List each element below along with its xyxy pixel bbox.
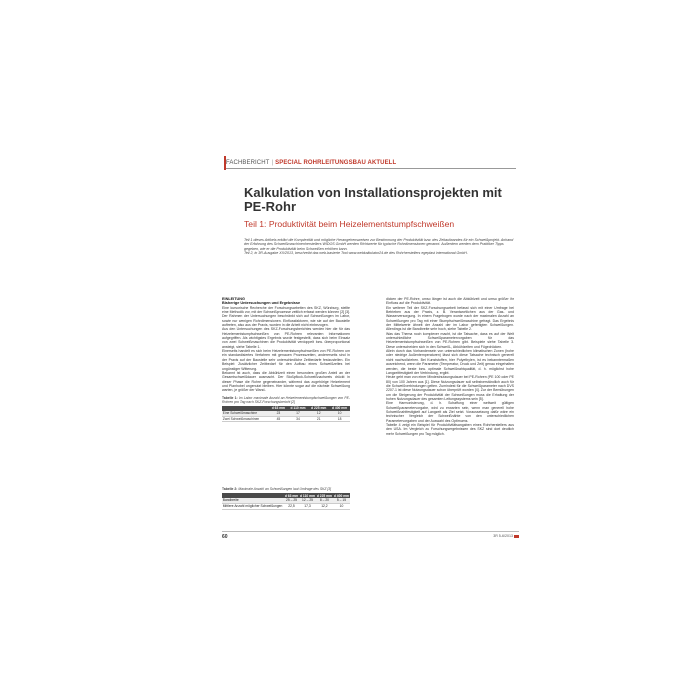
body-paragraph: Ein weiterer Teil der SKZ-Forschungsarbeit befasst sich mit einer Umfrage bei Betrieben aus der Praxis, z. B. Verantwortlichen aus der Gas- und Wasserversorgung. In einem Fragebogen wurde nach der maximalen Anzahl an Schweißungen pro Tag mit einer Stumpfschweißmaschine gefragt. Das Ergebnis der Mittelwerte ähnelt der Anzahl der im Labor gefertigten Schweißungen. Allerdings ist die Bandbreite sehr hoch, siehe Tabelle 2. [386, 305, 514, 332]
table-column-header: d 63 mm [284, 493, 299, 498]
table1-caption: Tabelle 1: Im Labor maximale Anzahl an Heizelementstumpfschweißungen von PE-Rohren pro Tag nach SKZ-Forschungsbericht [2] [222, 395, 350, 404]
body-paragraph: Bekannt ist auch, dass die Abkühlzeit einen besonders großen Anteil an der Gesamtschweißdauer ausmacht. Der Stoßpflock-Schweißnachweis drückt in dieser Phase die Rohre gegeneinander, während das zugehörige Heizelement und Planhobel ungenutzt bleiben. Hier könnte sogar auf die nächste Schweißung warten, je größer der Wand- [222, 370, 350, 393]
section-title: SPECIAL ROHRLEITUNGSBAU AKTUELL [275, 160, 397, 166]
table-column-header: d 400 mm [333, 493, 350, 498]
section-heading: EINLEITUNG [222, 297, 245, 301]
table-row: Eine Schweißmaschine 23 17 12 10 [222, 411, 350, 416]
header-rule [226, 168, 516, 169]
table-column-header: d 400 mm [329, 406, 350, 411]
footer-rule [222, 531, 519, 532]
left-column [222, 297, 350, 422]
body-paragraph: Eine Harmonisierung, d. h. Schaffung einer weltweit gültigen Schweißparametervorgabe, wird zu erwarten sein, wenn man generell hohe Schweißnahtfestigkeit auf Langzeit als Ziel setzt. Voraussetzung dafür wäre ein technischer Vergleich der Schweißnähte von den unterschiedlichen Parametervorgaben und der Auswahl des Optimums. [386, 401, 514, 423]
section-subheading: Bisherige Untersuchungen und Ergebnisse [222, 301, 301, 306]
section-header: FACHBERICHT | SPECIAL ROHRLEITUNGSBAU AKTUELL [226, 160, 397, 166]
table-column-header: d 110 mm [288, 406, 309, 411]
intro-paragraph: Teil 1 dieses Artikels erklärt die Komplexität und mögliche Herangehensweisen zur Bestimmung der Produktivität bzw. des Zeitaufwandes für ein Schweißprojekt. Anhand der Erfahrung des Schweißmaschinenherstellers WIDOS GmbH werden Richtwerte für typische Rohrdimensionen genannt. Außerdem werden dem Praktiker Tipps gegeben, wie er die Produktivität beim Schweißen erhöhen kann. [244, 238, 514, 251]
table-column-header: d 225 mm [316, 493, 333, 498]
body-paragraph: Tabelle 4 zeigt ein Beispiel für Produktivitätsangaben eines Rohrherstellers aus den USA. Im Vergleich zu Forschungsergebnissen des SKZ sind dort deutlich mehr Schweißungen pro Tag möglich. [386, 422, 514, 436]
table-column-header: d 63 mm [269, 406, 288, 411]
table-row: Zwei Schweißmaschinen 45 34 21 18 [222, 416, 350, 422]
body-paragraph: dicken der PE-Rohre, umso länger ist auch die Abkühlzeit und umso größer ihr Einfluss auf die Produktivität. [386, 297, 514, 306]
article-page [208, 150, 533, 550]
article-title: Kalkulation von Installationsprojekten mit PE-Rohr [244, 185, 502, 214]
table-column-header: d 225 mm [308, 406, 329, 411]
article-intro [244, 238, 516, 256]
body-paragraph: Eine kursorische Recherche der Forschungsarbeiten des SKZ, Würzburg, stellte eine Methodik vor, mit der Schweißprozesse zeitlich erfasst werden können [2] [3]. Der Rahmen der Untersuchungen beschränkt sich auf Schweißungen im Labor, sowie nur wenigen Rohrdimensionen. Einflussfaktoren, wie sie auf der Baustelle auftreten, also aus der Praxis, wurden in die Arbeit nicht einbezogen. [222, 305, 350, 328]
brand-logo-icon [514, 535, 519, 538]
body-paragraph: Einerseits handelt es sich beim Heizelementstumpfschweißen von PE-Rohren um ein standardisiertes Verfahren mit genauen Prozesszeiten, andererseits sind in der Praxis auf der Baustelle sehr unterschiedliche Zeitbedarfe festzustellen. Ein Beispiel: Zusätzlicher Zeitbedarf für den Aufbau eines Schweißzeltes bei ungünstiger Witterung. [222, 349, 350, 371]
page-number: 60 [222, 534, 228, 540]
intro-paragraph: Teil 2, in 3R-Ausgabe XX/2013, beschreibt das web-basierte Tool www.webkalkulator24.de des Rohrherstellers egeplast international GmbH. [244, 251, 468, 256]
body-paragraph: Allein durch das Vorhandensein von unterschiedlichen klimatischen Zonen (hohe oder niedrige Außentemperaturen) lässt sich diese Tatsache technisch generell nicht nachvollziehen. Bei Kunststoffen, hier Polyethylen, ist es bekanntermaßen ausreichend, wenn die Parameter (Temperatur, Druck und Zeit) genau eingehalten werden, die beste bzw. optimale Schweißnahtqualität, d. h. möglichst hohe Langzeitfestigkeit der Verbindung, ergibt. [386, 349, 514, 375]
table-row: Bandbreite 25 – 25 12 – 25 8 – 20 5 – 15 [222, 498, 350, 503]
table2-block [222, 484, 350, 510]
table-column-header: d 110 mm [299, 493, 316, 498]
table1 [222, 406, 350, 422]
table-row: Mittlere Anzahl möglicher Schweißungen 22,5 17,3 12,2 10 [222, 503, 350, 509]
table2 [222, 493, 350, 509]
body-paragraph: Heute geht man von einer Mindestnutzungsdauer bei PE-Rohren (PE 100 oder PE 80) von 100 Jahren aus [1]. Diese Nutzungsdauer soll selbstverständlich auch für die Schweißverbindungen gelten. Zumindest für die Schweißparameter nach DVS 2207-1 ist diese Nutzungsdauer schon überprüft worden [4]. Zur der Bemühungen um die Steigerung der Produktivität der Schweißungen muss die Erhaltung der hohen Nutzungsdauer des gesamten Leitungssystems sein [5]. [386, 375, 514, 401]
issue-info: 3R 5-6/2013 [493, 534, 519, 538]
body-paragraph: Was das Thema noch komplexer macht, ist die Tatsache, dass es auf der Welt unterschiedliche Schweißparametervorgaben für das Heizelementstumpfschweißen von PE-Rohren gibt. Beispiele siehe Tabelle 3. Diese unterscheiden sich in den Schweiß-, Abkühlzeiten und Fügedrücken. [386, 331, 514, 349]
body-paragraph: Aus den Untersuchungen des SKZ-Forschungsberichtes werden hier die für das Heizelementstumpfschweißen von PE-Rohren relevanten Informationen aufgegriffen. Als wichtigstes Ergebnis wurde festgestellt, dass sich beim Einsatz von zwei Schweißmaschinen die Produktivität verdoppelt bzw. überproportional ansteigt, siehe Tabelle 1. [222, 327, 350, 349]
section-kicker: FACHBERICHT [226, 160, 270, 166]
right-column [386, 297, 514, 436]
article-subtitle: Teil 1: Produktivität beim Heizelementstumpfschweißen [244, 219, 455, 229]
table2-caption: Tabelle 2: Maximale Anzahl an Schweißungen laut Umfrage des SKZ [3] [222, 487, 332, 491]
